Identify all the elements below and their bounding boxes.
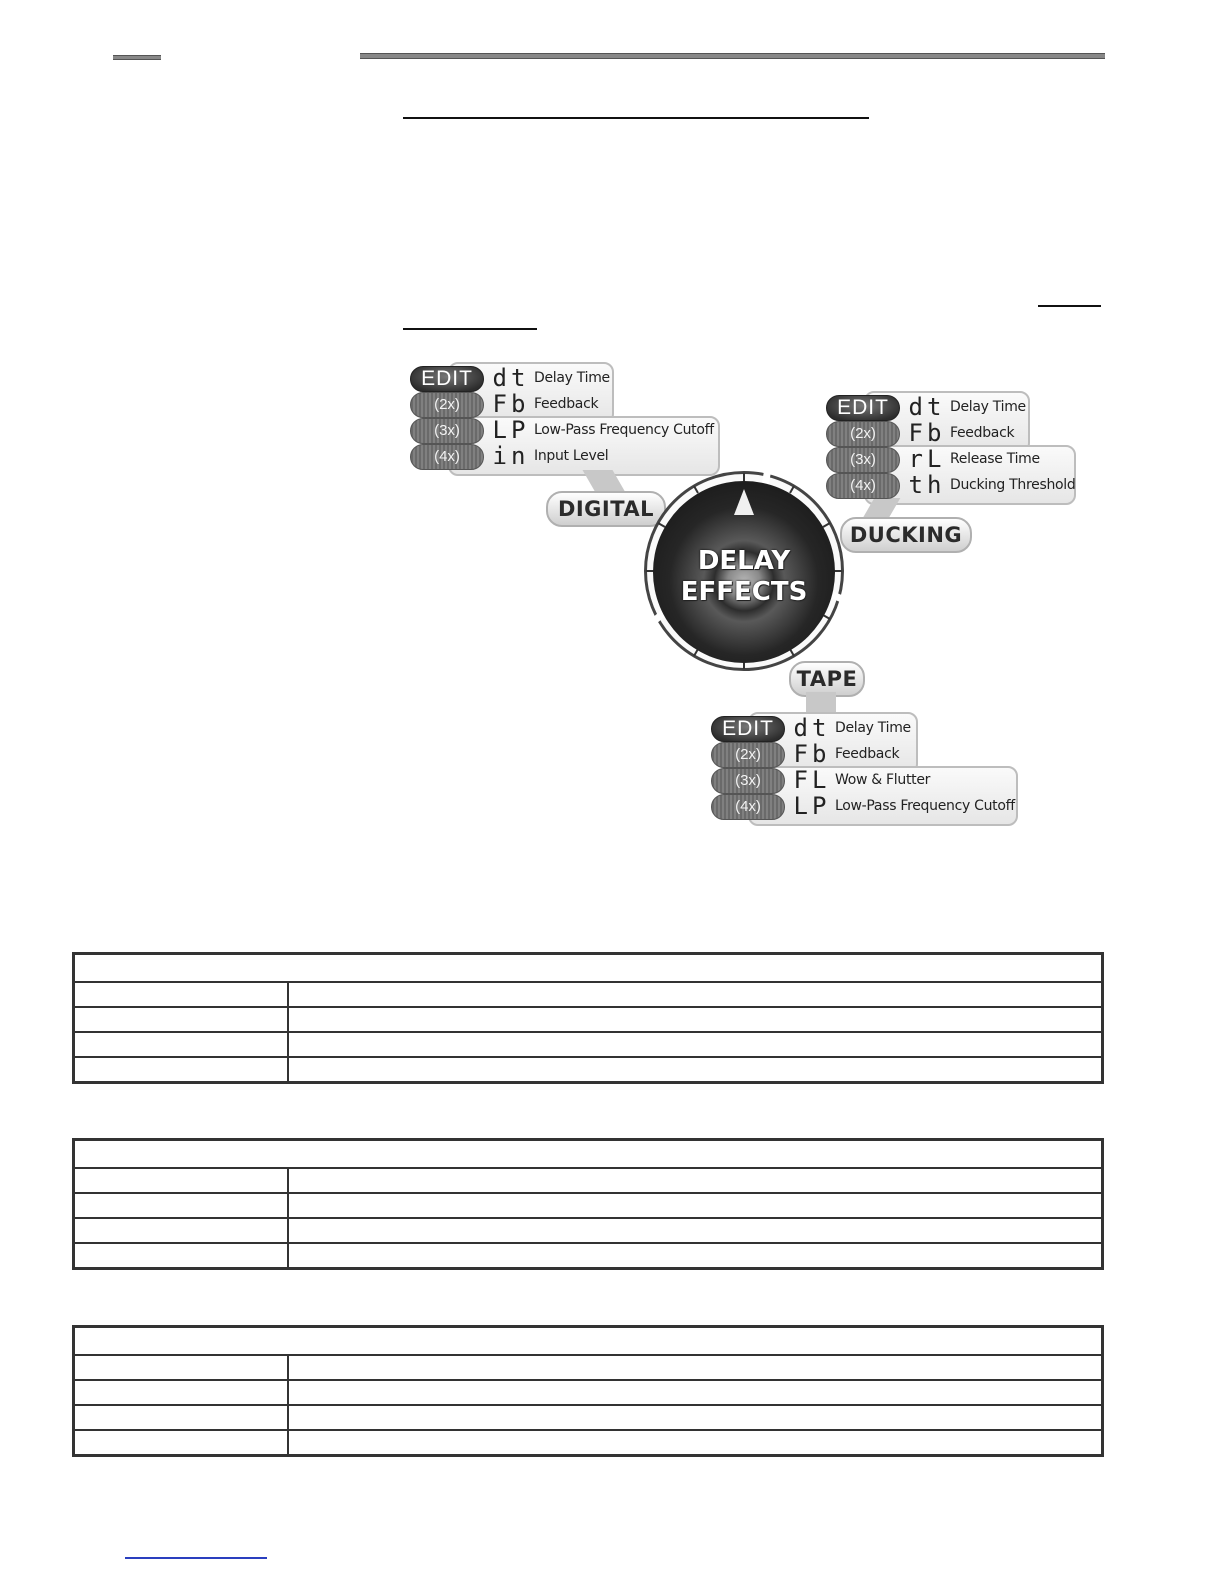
header-rule-left xyxy=(113,55,161,60)
led-code: FL xyxy=(793,766,831,794)
table-header-row xyxy=(74,1140,1103,1169)
led-code: in xyxy=(492,442,530,470)
table-cell xyxy=(288,1218,1103,1243)
param-label: Low-Pass Frequency Cutoff xyxy=(534,422,714,438)
press-3x-button[interactable]: (3x) xyxy=(826,447,900,473)
table-cell xyxy=(288,1243,1103,1269)
table-cell xyxy=(74,1168,289,1193)
section-heading-underline xyxy=(403,117,869,119)
led-code: Fb xyxy=(908,419,946,447)
table-cell xyxy=(74,1193,289,1218)
edit-button[interactable]: EDIT xyxy=(711,716,785,742)
param-label: Release Time xyxy=(950,451,1040,467)
table-cell xyxy=(288,982,1103,1007)
param-label: Delay Time xyxy=(534,370,610,386)
table-cell xyxy=(74,1243,289,1269)
knob-pointer-icon xyxy=(734,489,754,515)
table-cell xyxy=(74,1218,289,1243)
spec-table-2 xyxy=(72,1138,1104,1270)
led-code: dt xyxy=(492,364,530,392)
param-label: Delay Time xyxy=(950,399,1026,415)
led-code: dt xyxy=(908,393,946,421)
table-row xyxy=(74,1057,1103,1083)
knob-label-line1: DELAY xyxy=(697,546,791,576)
table-row xyxy=(74,1168,1103,1193)
tape-connector xyxy=(806,692,836,714)
param-label: Feedback xyxy=(835,746,900,762)
table-row xyxy=(74,1430,1103,1456)
table-cell xyxy=(74,1405,289,1430)
param-label: Wow & Flutter xyxy=(835,772,931,788)
param-label: Ducking Threshold xyxy=(950,477,1076,493)
press-2x-button[interactable]: (2x) xyxy=(410,392,484,418)
ducking-tag: DUCKING xyxy=(840,517,972,553)
table-cell xyxy=(74,1355,289,1380)
table-header-cell xyxy=(74,1327,1103,1356)
table-cell xyxy=(288,1057,1103,1083)
press-4x-button[interactable]: (4x) xyxy=(826,473,900,499)
table-cell xyxy=(288,1355,1103,1380)
spec-table-1 xyxy=(72,952,1104,1084)
table-header-row xyxy=(74,954,1103,983)
press-2x-button[interactable]: (2x) xyxy=(826,421,900,447)
table-cell xyxy=(288,1430,1103,1456)
press-3x-button[interactable]: (3x) xyxy=(410,418,484,444)
link-underline-continued[interactable] xyxy=(403,328,537,330)
param-label: Low-Pass Frequency Cutoff xyxy=(835,798,1015,814)
table-row xyxy=(74,1405,1103,1430)
table-cell xyxy=(74,1007,289,1032)
table-cell xyxy=(288,1405,1103,1430)
edit-button[interactable]: EDIT xyxy=(826,395,900,421)
press-4x-button[interactable]: (4x) xyxy=(711,794,785,820)
param-label: Input Level xyxy=(534,448,609,464)
table-cell xyxy=(74,1380,289,1405)
led-code: Fb xyxy=(793,740,831,768)
table-row xyxy=(74,1355,1103,1380)
table-row xyxy=(74,1218,1103,1243)
table-cell xyxy=(288,1168,1103,1193)
table-cell xyxy=(288,1007,1103,1032)
led-code: Fb xyxy=(492,390,530,418)
link-underline[interactable] xyxy=(1038,305,1101,307)
table-cell xyxy=(74,1430,289,1456)
table-header-cell xyxy=(74,954,1103,983)
edit-button[interactable]: EDIT xyxy=(410,366,484,392)
param-label: Feedback xyxy=(950,425,1015,441)
press-2x-button[interactable]: (2x) xyxy=(711,742,785,768)
digital-tag: DIGITAL xyxy=(546,491,666,527)
table-cell xyxy=(74,982,289,1007)
led-code: dt xyxy=(793,714,831,742)
table-cell xyxy=(74,1057,289,1083)
led-code: LP xyxy=(492,416,530,444)
led-code: th xyxy=(908,471,946,499)
press-3x-button[interactable]: (3x) xyxy=(711,768,785,794)
knob-label xyxy=(660,546,828,608)
press-4x-button[interactable]: (4x) xyxy=(410,444,484,470)
table-header-cell xyxy=(74,1140,1103,1169)
table-row xyxy=(74,982,1103,1007)
tape-tag: TAPE xyxy=(789,661,865,697)
table-cell xyxy=(288,1032,1103,1057)
table-cell xyxy=(288,1380,1103,1405)
knob-label-line2: EFFECTS xyxy=(680,577,808,607)
table-row xyxy=(74,1032,1103,1057)
table-row xyxy=(74,1007,1103,1032)
param-label: Delay Time xyxy=(835,720,911,736)
header-rule-right xyxy=(360,53,1105,59)
table-header-row xyxy=(74,1327,1103,1356)
spec-table-3 xyxy=(72,1325,1104,1457)
led-code: LP xyxy=(793,792,831,820)
table-cell xyxy=(288,1193,1103,1218)
table-row xyxy=(74,1380,1103,1405)
footer-link-underline[interactable] xyxy=(125,1557,267,1559)
table-cell xyxy=(74,1032,289,1057)
table-row xyxy=(74,1243,1103,1269)
table-row xyxy=(74,1193,1103,1218)
led-code: rL xyxy=(908,445,946,473)
param-label: Feedback xyxy=(534,396,599,412)
